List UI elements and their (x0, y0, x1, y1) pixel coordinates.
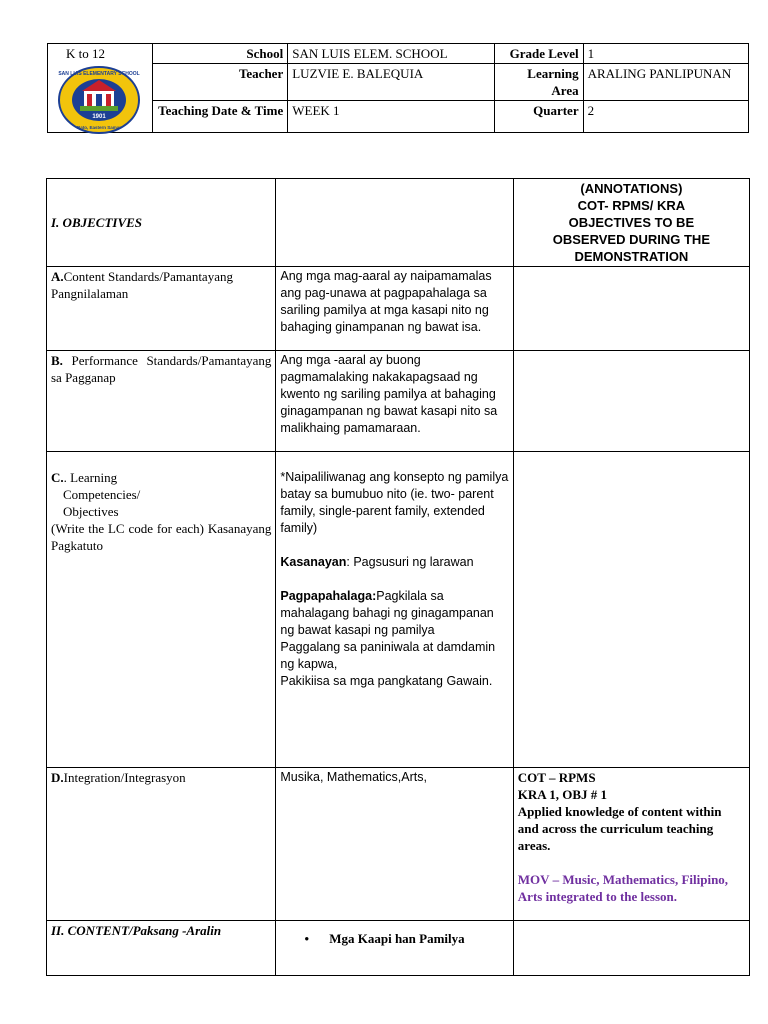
content-standards-text: Ang mga mag-aaral ay naipamamalas ang pag-unawa at pagpapahalaga sa sariling pamilya at mga kasapi nito ng bahaging ginampanan ng bawat isa. (276, 267, 513, 351)
performance-standards-annotation (513, 351, 749, 452)
header-table (47, 43, 749, 133)
logo-cell (48, 44, 153, 133)
row-label: Performance Standards/Pamantayang sa Pagganap (51, 353, 272, 385)
school-value: SAN LUIS ELEM. SCHOOL (288, 44, 495, 64)
performance-standards-text: Ang mga -aaral ay buong pagmamalaking nakakapagsaad ng kwento ng sariling pamilya at bahaging ginagampanan ng bawat kasapi nito sa malikhaing pamamaraan. (276, 351, 513, 452)
k12-label: K to 12 (66, 46, 105, 61)
integration-text: Musika, Mathematics,Arts, (276, 768, 513, 921)
date-value: WEEK 1 (288, 101, 495, 133)
annot-line: OBSERVED DURING THE (552, 232, 710, 247)
teacher-value: LUZVIE E. BALEQUIA (288, 64, 495, 101)
annot-desc: Applied knowledge of content within and across the curriculum teaching areas. (517, 804, 722, 853)
row-letter: A. (51, 269, 64, 284)
paggalang-text: Paggalang sa paniniwala at damdamin ng kapwa, (280, 640, 496, 671)
pakikiisa-text: Pakikiisa sa mga pangkatang Gawain. (280, 674, 493, 688)
row-label: (Write the LC code for each) Kasanayang Pagkatuto (51, 521, 272, 553)
content-standards-label (47, 267, 276, 351)
lesson-plan-table (46, 178, 750, 976)
pagpapahalaga-text: Pagkilala sa mahalagang bahagi ng ginagampanan ng bawat kasapi ng pamilya (280, 589, 494, 637)
row-label: Competencies/ (63, 487, 141, 502)
row-letter: B. (51, 353, 63, 368)
quarter-label: Quarter (495, 101, 583, 133)
annot-line: COT- RPMS/ KRA (577, 198, 686, 213)
row-letter: D. (51, 770, 64, 785)
annot-line: OBJECTIVES TO BE (568, 215, 695, 230)
objectives-row (47, 179, 750, 267)
performance-standards-label (47, 351, 276, 452)
grade-value: 1 (583, 44, 748, 64)
annot-mov: MOV – Music, Mathematics, Filipino, Arts integrated to the lesson. (517, 872, 729, 904)
performance-standards-row (47, 351, 750, 452)
date-label: Teaching Date & Time (153, 101, 288, 133)
row-label: . Learning (63, 470, 118, 485)
area-label: Learning Area (495, 64, 583, 101)
annot-kra: KRA 1, OBJ # 1 (517, 787, 607, 802)
competency-text: *Naipaliliwanag ang konsepto ng pamilya batay sa bumubuo nito (ie. two- parent family, single-parent family, extended family) (280, 470, 509, 535)
integration-annotation (513, 768, 749, 921)
content-heading: II. CONTENT/Paksang -Aralin (47, 921, 276, 976)
kasanayan-text: : Pagsusuri ng larawan (346, 555, 474, 569)
learning-competencies-text (276, 452, 513, 768)
row-label: Content Standards/Pamantayang Pangnilalaman (51, 269, 233, 301)
pagpapahalaga-label: Pagpapahalaga: (280, 589, 377, 603)
row-label: Integration/Integrasyon (63, 770, 186, 785)
objectives-blank (276, 179, 513, 267)
teacher-label: Teacher (153, 64, 288, 101)
annot-line: DEMONSTRATION (574, 249, 689, 264)
annotations-heading (513, 179, 749, 267)
quarter-value: 2 (583, 101, 748, 133)
annot-line: (ANNOTATIONS) (580, 181, 683, 196)
area-value: ARALING PANLIPUNAN (583, 64, 748, 101)
content-bullet-item: ● Mga Kaapi han Pamilya (280, 930, 508, 949)
content-annotation (513, 921, 749, 976)
school-seal-icon (54, 56, 144, 136)
content-text (276, 921, 513, 976)
integration-row (47, 768, 750, 921)
objectives-heading: I. OBJECTIVES (47, 179, 276, 267)
kasanayan-label: Kasanayan (280, 555, 347, 569)
learning-competencies-row (47, 452, 750, 768)
annot-cot: COT – RPMS (517, 770, 596, 785)
learning-competencies-annotation (513, 452, 749, 768)
grade-label: Grade Level (495, 44, 583, 64)
integration-label (47, 768, 276, 921)
seal-place: Bato, Eastern Samar (76, 125, 122, 130)
row-letter: C. (51, 470, 64, 485)
school-label: School (153, 44, 288, 64)
content-row (47, 921, 750, 976)
content-standards-annotation (513, 267, 749, 351)
content-standards-row (47, 267, 750, 351)
seal-year: 1901 (92, 114, 106, 120)
row-label: Objectives (63, 504, 119, 519)
seal-ring-text: SAN LUIS ELEMENTARY SCHOOL (58, 71, 140, 77)
learning-competencies-label (47, 452, 276, 768)
